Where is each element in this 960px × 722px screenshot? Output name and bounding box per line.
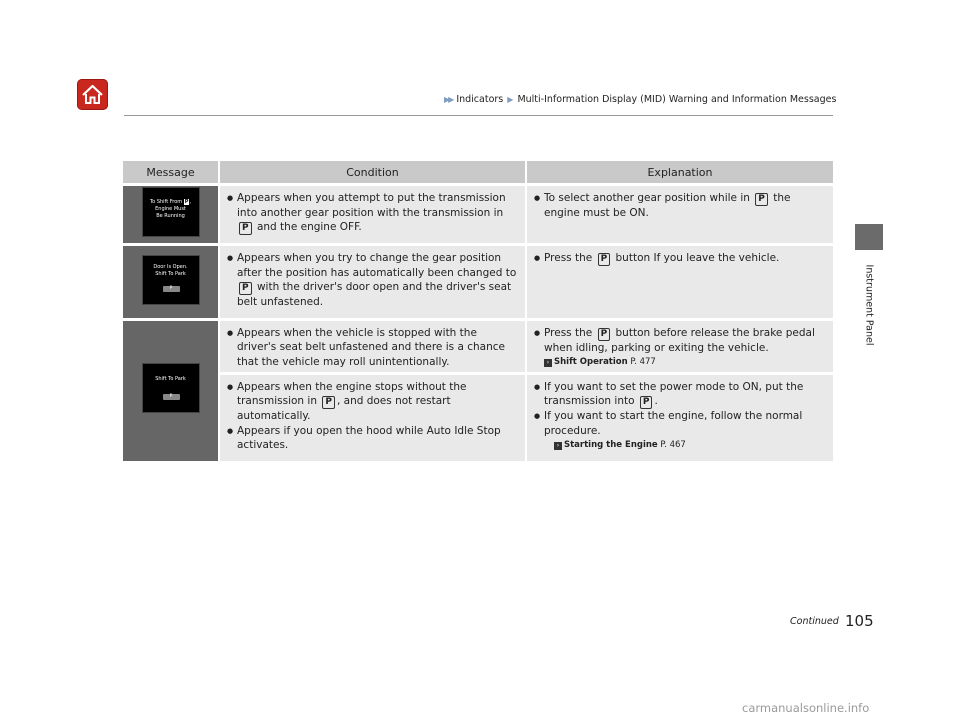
- breadcrumb: [444, 94, 836, 105]
- list-item: ● Press the P button before release the brake pedal when idling, parking or exiting the vehicle.: [534, 326, 827, 356]
- p-key-icon: P: [322, 396, 335, 409]
- screen-line: Shift To Park: [155, 270, 186, 277]
- list-item: ● Appears when the engine stops without the transmission in P , and does not restart automatically.: [227, 380, 519, 424]
- list-item: ● Appears when you attempt to put the transmission into another gear position with the transmission in P and the engine OFF.: [227, 191, 519, 235]
- list-item: ● Appears when you try to change the gear position after the position has automatically been changed to P with the driver's door open and the driver's seat belt unfastened.: [227, 251, 519, 310]
- condition-cell: [218, 246, 525, 318]
- condition-cell: [218, 186, 525, 243]
- list-item: ● To select another gear position while in P the engine must be ON.: [534, 191, 827, 221]
- screen-p-button: P: [163, 286, 180, 292]
- list-item: ● If you want to start the engine, follow the normal procedure.: [534, 409, 827, 438]
- p-key-icon: P: [598, 253, 611, 266]
- mid-screen-door-open: [142, 255, 200, 305]
- reference-arrow-icon: ›: [544, 359, 552, 367]
- mid-screen-shift-from-p: To Shift From P, Engine Must Be Running: [142, 187, 200, 237]
- section-label: Instrument Panel: [863, 264, 875, 346]
- p-key-icon: P: [239, 222, 252, 235]
- breadcrumb-arrow-icon: ▶▶: [444, 95, 453, 104]
- screen-line: Be Running: [156, 213, 185, 220]
- home-icon: [80, 82, 105, 107]
- screen-line: Door Is Open.: [153, 263, 188, 270]
- col-header-condition: Condition: [218, 161, 525, 183]
- screen-line: Shift To Park: [155, 376, 186, 383]
- breadcrumb-arrow-icon: ▶: [507, 95, 514, 104]
- section-tab: [855, 224, 883, 250]
- col-header-explanation: Explanation: [525, 161, 833, 183]
- explanation-cell: [525, 321, 833, 372]
- cross-reference-shift-operation[interactable]: › Shift Operation P. 477: [534, 355, 827, 370]
- explanation-cell: [525, 375, 833, 461]
- list-item: ● Press the P button If you leave the vehicle.: [534, 251, 827, 266]
- screen-line: Engine Must: [155, 206, 186, 213]
- message-image-cell: [123, 246, 218, 318]
- message-image-cell: [123, 321, 218, 461]
- list-item: ● Appears if you open the hood while Auto Idle Stop activates.: [227, 424, 519, 453]
- header-divider: [124, 115, 833, 116]
- breadcrumb-current: Multi-Information Display (MID) Warning and Information Messages: [517, 94, 837, 105]
- p-key-icon: P: [640, 396, 653, 409]
- mid-screen-shift-to-park: [142, 363, 200, 413]
- watermark: carmanualsonline.info: [742, 701, 870, 715]
- table-row: [123, 246, 833, 318]
- breadcrumb-indicators[interactable]: Indicators: [456, 94, 504, 105]
- p-key-icon: P: [598, 328, 611, 341]
- table-row: [123, 375, 833, 461]
- screen-p-key: P: [184, 199, 189, 206]
- reference-arrow-icon: ›: [554, 442, 562, 450]
- condition-cell: [218, 375, 525, 461]
- continued-label: Continued: [790, 616, 839, 627]
- message-image-cell: [123, 186, 218, 243]
- list-item: ● If you want to set the power mode to ON, put the transmission into P .: [534, 380, 827, 410]
- condition-cell: [218, 321, 525, 372]
- cross-reference-starting-engine[interactable]: › Starting the Engine P. 467: [534, 438, 827, 453]
- list-item: ● Appears when the vehicle is stopped with the driver's seat belt unfastened and there is a chance that the vehicle may roll unintentionally.: [227, 326, 519, 370]
- col-header-message: Message: [123, 161, 218, 183]
- home-button[interactable]: [77, 79, 108, 110]
- table-row: [123, 321, 833, 372]
- explanation-cell: [525, 186, 833, 243]
- p-key-icon: P: [239, 282, 252, 295]
- explanation-cell: [525, 246, 833, 318]
- message-table: [123, 158, 833, 464]
- screen-p-button: P: [163, 394, 180, 400]
- page-number: 105: [845, 612, 874, 630]
- screen-line: To Shift From: [149, 199, 183, 206]
- p-key-icon: P: [755, 193, 768, 206]
- table-row: [123, 186, 833, 243]
